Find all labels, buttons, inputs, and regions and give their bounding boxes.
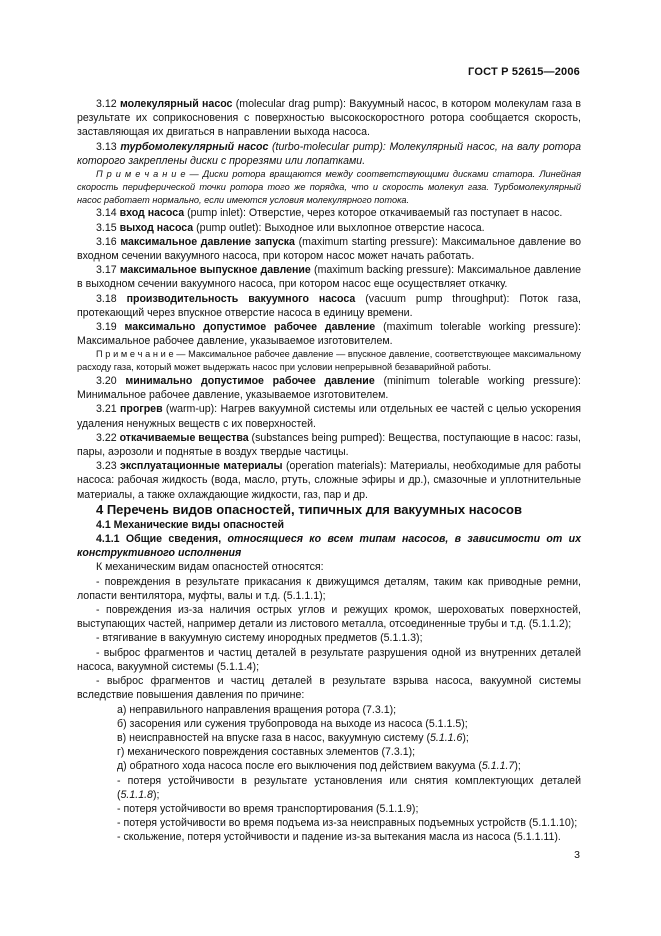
cause-ref: 5.1.1.8 bbox=[120, 788, 153, 801]
definition-3-13 bbox=[77, 140, 581, 168]
cause-item: - скольжение, потеря устойчивости и падение из-за вытекания масла из насоса (5.1.1.11). bbox=[117, 831, 561, 844]
note-text: — Диски ротора вращаются между соответствующими дисками статора. Линейная скорость периферической точки ротора того же порядка, что и скорость молекул газа. Турбомолекулярный насос работает нормально, если имеются условия молекулярного потока. bbox=[77, 169, 581, 205]
term: выход насоса bbox=[119, 221, 194, 234]
note-max-working-pressure bbox=[77, 348, 581, 374]
definition-3-14 bbox=[77, 206, 581, 220]
clause-number: 3.17 bbox=[96, 264, 117, 277]
item-lead: Общие сведения, bbox=[125, 533, 222, 546]
term: максимальное давление запуска bbox=[120, 235, 295, 248]
clause-number: 4.1.1 bbox=[96, 533, 120, 546]
definition-text: (substances being pumped): Вещества, поступающие в насос: газы, пары, аэрозоли и поднятые в воздух твердые частицы. bbox=[77, 431, 581, 459]
definition-text: (maximum starting pressure): Максимальное давление во входном сечении вакуумного насоса, при котором насос может начать работать. bbox=[77, 235, 581, 263]
clause-number: 3.21 bbox=[96, 403, 117, 416]
definition-3-23 bbox=[77, 459, 581, 502]
clause-number: 3.23 bbox=[96, 460, 117, 473]
term: максимально допустимое рабочее давление bbox=[124, 321, 376, 334]
hazard-item: - повреждения в результате прикасания к движущимся деталям, таким как приводные ремни, лопасти вентилятора, муфты, валы и т.д. (5.1.1.1); bbox=[77, 575, 581, 602]
cause-item: а) неправильного направления вращения ротора (7.3.1); bbox=[117, 703, 397, 716]
definition-3-17 bbox=[77, 263, 581, 291]
definition-3-21 bbox=[77, 402, 581, 430]
hazard-item: - втягивание в вакуумную систему инородных предметов (5.1.1.3); bbox=[96, 632, 423, 645]
term: вход насоса bbox=[119, 207, 185, 220]
term: молекулярный насос bbox=[119, 98, 233, 110]
definition-3-19 bbox=[77, 320, 581, 348]
note-turbomolecular bbox=[77, 168, 581, 206]
cause-end: ); bbox=[462, 731, 469, 744]
section-4-heading: 4 Перечень видов опасностей, типичных для вакуумных насосов bbox=[96, 501, 522, 517]
page-number: 3 bbox=[574, 849, 580, 861]
term: производительность вакуумного насоса bbox=[126, 292, 356, 305]
cause-text: - потеря устойчивости в результате установления или снятия комплектующих деталей ( bbox=[117, 774, 581, 801]
definition-text: (maximum backing pressure): Максимальное давление в выходном сечении вакуумного насоса, при котором насос еще осуществляет откачку. bbox=[77, 264, 582, 291]
cause-item: г) механического повреждения составных элементов (7.3.1); bbox=[117, 746, 416, 759]
cause-item: - потеря устойчивости во время подъема из-за неисправных подъемных устройств (5.1.1.10); bbox=[117, 817, 578, 830]
note-text: — Максимальное рабочее давление — впускное давление, соответствующее максимальному расходу газа, который может выдержать насос при условии непрерывной безаварийной работы. bbox=[77, 349, 581, 373]
standard-header: ГОСТ Р 52615—2006 bbox=[468, 66, 580, 78]
definition-3-22 bbox=[77, 431, 581, 459]
definition-text: (pump inlet): Отверстие, через которое откачиваемый газ поступает в насос. bbox=[184, 207, 563, 220]
item-4-1-1-heading bbox=[77, 532, 581, 560]
hazards-intro: К механическим видам опасностей относятся: bbox=[96, 561, 324, 574]
definition-3-16 bbox=[77, 235, 581, 263]
cause-ref: 5.1.1.6 bbox=[430, 731, 463, 744]
cause-item bbox=[77, 774, 581, 802]
cause-item bbox=[77, 759, 581, 773]
clause-number: 3.16 bbox=[96, 235, 117, 248]
term: прогрев bbox=[119, 403, 163, 416]
item-rest: относящиеся ко всем типам насосов, в зависимости от их конструктивного исполнения bbox=[77, 533, 581, 560]
clause-number: 3.15 bbox=[96, 221, 117, 234]
cause-text: д) обратного хода насоса после его выключения под действием вакуума ( bbox=[117, 760, 482, 773]
term: минимально допустимое рабочее давление bbox=[125, 375, 375, 388]
definition-3-15 bbox=[77, 221, 581, 235]
note-label: П р и м е ч а н и е bbox=[96, 349, 174, 360]
cause-item bbox=[77, 731, 581, 745]
document-body bbox=[77, 97, 581, 845]
clause-number: 3.19 bbox=[96, 321, 117, 334]
definition-text: (maximum tolerable working pressure): Максимальное рабочее давление, указываемое изготовителем. bbox=[77, 321, 581, 348]
term: максимальное выпускное давление bbox=[119, 264, 311, 277]
clause-number: 3.14 bbox=[96, 207, 117, 220]
definition-3-20 bbox=[77, 374, 581, 402]
definition-text: (molecular drag pump): Вакуумный насос, в котором молекулам газа в результате их соприкосновения с поверхностью высокоскоростного ротора сообщается скорость, заставляющая их двигаться в направлении выхода насоса. bbox=[77, 98, 581, 139]
term: откачиваемые вещества bbox=[119, 431, 249, 444]
cause-item: б) засорения или сужения трубопровода на выходе из насоса (5.1.1.5); bbox=[117, 717, 468, 730]
clause-number: 3.13 bbox=[96, 140, 117, 153]
definition-text: (operation materials): Материалы, необходимые для работы насоса: рабочая жидкость (вода, масло, ртуть, сложные эфиры и др.), смазочные и уплотнительные материалы, а также охлаждающие жидкости, газ, пар и др. bbox=[77, 460, 581, 501]
cause-ref: 5.1.1.7 bbox=[481, 760, 515, 773]
term: эксплуатационные материалы bbox=[120, 460, 283, 473]
definition-3-12 bbox=[77, 97, 581, 140]
definition-text: (minimum tolerable working pressure): Минимальное рабочее давление, указываемое изготовителем. bbox=[77, 375, 581, 402]
clause-number: 3.22 bbox=[96, 431, 117, 444]
cause-text: в) неисправностей на впуске газа в насос, вакуумную систему ( bbox=[117, 731, 430, 744]
note-label: П р и м е ч а н и е bbox=[96, 169, 186, 180]
definition-text: (turbo-molecular pump): Молекулярный насос, на валу ротора которого закреплены диски с прорезями или лопатками. bbox=[77, 140, 582, 167]
clause-number: 3.20 bbox=[96, 375, 117, 388]
definition-text: (warm-up): Нагрев вакуумной системы или отдельных ее частей с целью ускорения удаления ненужных веществ с их поверхностей. bbox=[77, 403, 581, 430]
hazard-item: - выброс фрагментов и частиц деталей в результате разрушения одной из внутренних деталей насоса, вакуумной системы (5.1.1.4); bbox=[77, 646, 581, 673]
cause-item: - потеря устойчивости во время транспортирования (5.1.1.9); bbox=[117, 802, 419, 815]
definition-text: (vacuum pump throughput): Поток газа, протекающий через впускное отверстие насоса в единицу времени. bbox=[77, 292, 581, 319]
clause-number: 3.12 bbox=[96, 98, 117, 110]
clause-number: 3.18 bbox=[96, 292, 117, 305]
term: турбомолекулярный насос bbox=[120, 140, 269, 153]
hazard-item: - выброс фрагментов и частиц деталей в результате взрыва насоса, вакуумной системы вследствие повышения давления по причине: bbox=[77, 675, 581, 702]
cause-end: ); bbox=[514, 760, 521, 773]
definition-text: (pump outlet): Выходное или выхлопное отверстие насоса. bbox=[193, 221, 485, 234]
subsection-4-1-heading: 4.1 Механические виды опасностей bbox=[96, 518, 284, 531]
cause-end: ); bbox=[152, 788, 160, 801]
hazard-item: - повреждения из-за наличия острых углов и режущих кромок, шероховатых поверхностей, выступающих частей, например детали из листового металла, отсоединенные трубы и т.д. (5.1.1.2); bbox=[77, 604, 581, 631]
definition-3-18 bbox=[77, 292, 581, 320]
